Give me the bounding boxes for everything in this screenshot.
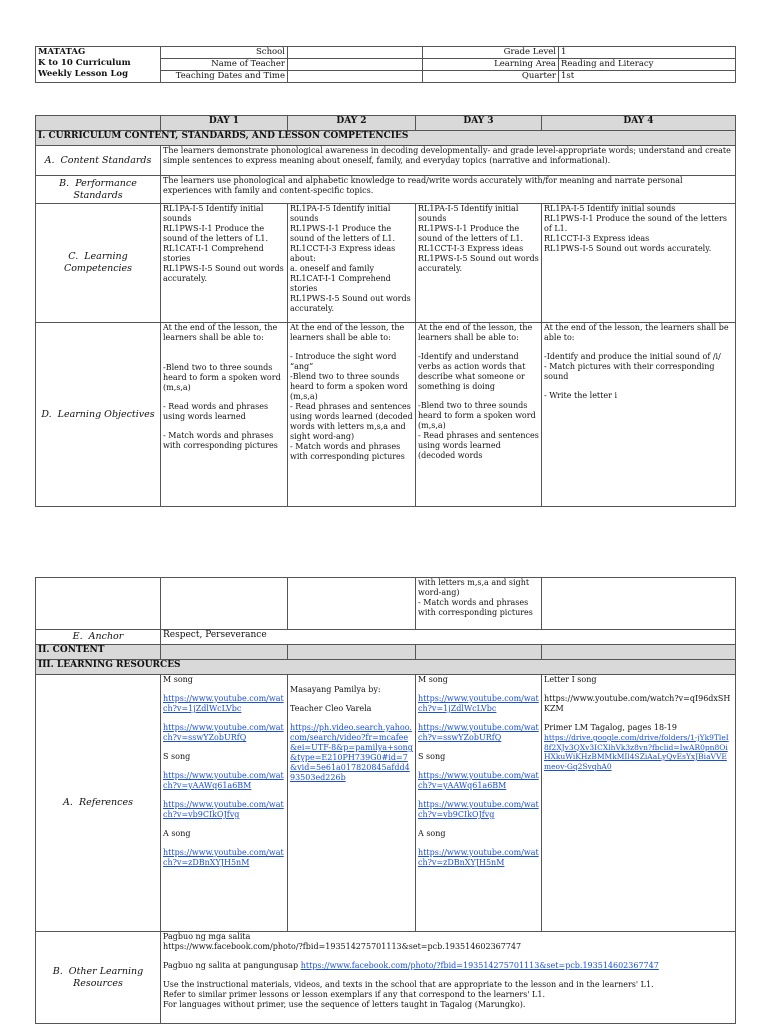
day3-s-song-link-2[interactable]: https://www.youtube.com/watch?v=vb9CIkOJfvg bbox=[418, 800, 539, 819]
section-learning-resources: III. LEARNING RESOURCES bbox=[36, 660, 736, 675]
continued-day2 bbox=[288, 578, 416, 630]
other-resources-text: Pagbuo ng mga salita https://www.facebook.com/photo/?fbid=193514275701113&set=pcb.193514602367747 Pagbuo ng salita at pangungusap https://www.facebook.com/photo/?fbid=193514275701113&set=pcb.193514602367747 Use the instructional materials, videos, and texts in the school that are appropriate to the lesson and in the learners' L1. Refer to similar primer lessons or lesson exemplars if any that correspond to the learners' L1. For languages without primer, use the sequence of letters taught in Tagalog (Marungko). bbox=[161, 932, 736, 1024]
grade-level-label: Grade Level bbox=[423, 47, 559, 59]
content-day3 bbox=[416, 645, 542, 660]
teacher-label: Name of Teacher bbox=[161, 59, 288, 71]
dates-label: Teaching Dates and Time bbox=[161, 71, 288, 83]
references-label: A. References bbox=[36, 675, 161, 932]
a-song-link-1[interactable]: https://www.youtube.com/watch?v=zDBnXYJH5nM bbox=[163, 848, 284, 867]
header-title: MATATAG K to 10 Curriculum Weekly Lesson Log bbox=[36, 47, 161, 83]
continued-day1 bbox=[161, 578, 288, 630]
day3-m-song-link-1[interactable]: https://www.youtube.com/watch?v=1jZdlWcLVbc bbox=[418, 694, 539, 713]
day3-a-song-link-1[interactable]: https://www.youtube.com/watch?v=zDBnXYJH5nM bbox=[418, 848, 539, 867]
content-standards-label: A. Content Standards bbox=[36, 146, 161, 176]
competencies-day1: RL1PA-I-5 Identify initial sounds RL1PWS-I-1 Produce the sound of the letters of L1. RL1CAT-I-1 Comprehend stories RL1PWS-I-5 Sound out words accurately. bbox=[161, 204, 288, 323]
lesson-table-page2 bbox=[35, 577, 736, 1024]
section-content: II. CONTENT bbox=[36, 645, 161, 660]
content-standards-text: The learners demonstrate phonological awareness in decoding developmentally- and grade level-appropriate words; understand and create simple sentences to express meaning about oneself, family, and everyday topics (narrative and informational). bbox=[161, 146, 736, 176]
quarter-value[interactable]: 1st bbox=[559, 71, 736, 83]
s-song-link-2[interactable]: https://www.youtube.com/watch?v=vb9CIkOJfvg bbox=[163, 800, 284, 819]
school-value[interactable] bbox=[288, 47, 423, 59]
competencies-day3: RL1PA-I-5 Identify initial sounds RL1PWS-I-1 Produce the sound of the letters of L1. RL1CCT-I-3 Express ideas RL1PWS-I-5 Sound out words accurately. bbox=[416, 204, 542, 323]
competencies-day4: RL1PA-I-5 Identify initial sounds RL1PWS-I-1 Produce the sound of the letters of L1. RL1CCT-I-3 Express ideas RL1PWS-I-5 Sound out words accurately. bbox=[542, 204, 736, 323]
content-day1 bbox=[161, 645, 288, 660]
day-header-3: DAY 3 bbox=[416, 116, 542, 131]
day-header-2: DAY 2 bbox=[288, 116, 416, 131]
performance-standards-text: The learners use phonological and alphabetic knowledge to read/write words accurately with/for meaning and narrate personal experiences with family and content-specific topics. bbox=[161, 176, 736, 204]
dates-value[interactable] bbox=[288, 71, 423, 83]
header-table bbox=[35, 46, 736, 83]
continued-day4 bbox=[542, 578, 736, 630]
competencies-day2: RL1PA-I-5 Identify initial sounds RL1PWS-I-1 Produce the sound of the letters of L1. RL1CCT-I-3 Express ideas about: a. oneself and family RL1CAT-I-1 Comprehend stories RL1PWS-I-5 Sound out words accurately. bbox=[288, 204, 416, 323]
references-day1: M song https://www.youtube.com/watch?v=1jZdlWcLVbc https://www.youtube.com/watch?v=sswYZobURfQ S song https://www.youtube.com/watch?v=yAAWq61a6BM https://www.youtube.com/watch?v=vb9CIkOJfvg A song https://www.youtube.com/watch?v=zDBnXYJH5nM bbox=[161, 675, 288, 932]
other-resources-label: B. Other Learning Resources bbox=[36, 932, 161, 1024]
quarter-label: Quarter bbox=[423, 71, 559, 83]
anchor-text: Respect, Perseverance bbox=[161, 630, 736, 645]
letter-i-song-url: https://www.youtube.com/watch?v=qI96dxSHKZM bbox=[544, 694, 731, 713]
facebook-url-1: https://www.facebook.com/photo/?fbid=193514275701113&set=pcb.193514602367747 bbox=[163, 942, 522, 951]
facebook-link-2[interactable]: https://www.facebook.com/photo/?fbid=193514275701113&set=pcb.193514602367747 bbox=[300, 961, 659, 970]
objectives-day1: At the end of the lesson, the learners shall be able to: -Blend two to three sounds heard to form a spoken word (m,s,a) - Read words and phrases using words learned - Match words and phrases with corresponding pictures bbox=[161, 323, 288, 507]
content-day4 bbox=[542, 645, 736, 660]
day3-s-song-link-1[interactable]: https://www.youtube.com/watch?v=yAAWq61a6BM bbox=[418, 771, 539, 790]
learning-area-value[interactable]: Reading and Literacy bbox=[559, 59, 736, 71]
performance-standards-label: B. Performance Standards bbox=[36, 176, 161, 204]
learning-competencies-label: C. Learning Competencies bbox=[36, 204, 161, 323]
day3-m-song-link-2[interactable]: https://www.youtube.com/watch?v=sswYZobURfQ bbox=[418, 723, 539, 742]
pamilya-song-link[interactable]: https://ph.video.search.yahoo.com/search/video?fr=mcafee&ei=UTF-8&p=pamilya+song&type=E210PH739G0#id=7&vid=5e61a017820845afdd493503ed226b bbox=[290, 723, 413, 782]
day-header-4: DAY 4 bbox=[542, 116, 736, 131]
continued-day3: with letters m,s,a and sight word-ang) - Match words and phrases with corresponding pictures bbox=[416, 578, 542, 630]
references-day4: Letter I song https://www.youtube.com/watch?v=qI96dxSHKZM Primer LM Tagalog, pages 18-19 https://drive.google.com/drive/folders/1-jYk9TleI8f2XJv3QXv3ICXlhVk3z8vn?fbclid=IwAR0pn8OiHXkuWiKHzBMMkMIl4SZiAaLyQvEsYxJBiaVVEmeov-Gq2SvqhA0 bbox=[542, 675, 736, 932]
m-song-link-2[interactable]: https://www.youtube.com/watch?v=sswYZobURfQ bbox=[163, 723, 284, 742]
objectives-day2: At the end of the lesson, the learners shall be able to: - Introduce the sight word “ang” -Blend two to three sounds heard to form a spoken word (m,s,a) - Read phrases and sentences using words learned (decoded words with letters m,s,a and sight word-ang) - Match words and phrases with corresponding pictures bbox=[288, 323, 416, 507]
learning-area-label: Learning Area bbox=[423, 59, 559, 71]
objectives-day4: At the end of the lesson, the learners shall be able to: -Identify and produce the initial sound of /i/ - Match pictures with their corresponding sound - Write the letter i bbox=[542, 323, 736, 507]
m-song-link-1[interactable]: https://www.youtube.com/watch?v=1jZdlWcLVbc bbox=[163, 694, 284, 713]
section-curriculum: I. CURRICULUM CONTENT, STANDARDS, AND LESSON COMPETENCIES bbox=[36, 131, 736, 146]
grade-level-value[interactable]: 1 bbox=[559, 47, 736, 59]
learning-objectives-label: D. Learning Objectives bbox=[36, 323, 161, 507]
lesson-table-page1 bbox=[35, 115, 736, 507]
day-header-1: DAY 1 bbox=[161, 116, 288, 131]
content-day2 bbox=[288, 645, 416, 660]
anchor-label: E. Anchor bbox=[36, 630, 161, 645]
continued-label-cell bbox=[36, 578, 161, 630]
s-song-link-1[interactable]: https://www.youtube.com/watch?v=yAAWq61a6BM bbox=[163, 771, 284, 790]
corner-cell bbox=[36, 116, 161, 131]
references-day2: Masayang Pamilya by: Teacher Cleo Varela https://ph.video.search.yahoo.com/search/video?fr=mcafee&ei=UTF-8&p=pamilya+song&type=E210PH739G0#id=7&vid=5e61a017820845afdd493503ed226b bbox=[288, 675, 416, 932]
references-day3: M song https://www.youtube.com/watch?v=1jZdlWcLVbc https://www.youtube.com/watch?v=sswYZobURfQ S song https://www.youtube.com/watch?v=yAAWq61a6BM https://www.youtube.com/watch?v=vb9CIkOJfvg A song https://www.youtube.com/watch?v=zDBnXYJH5nM bbox=[416, 675, 542, 932]
teacher-value[interactable] bbox=[288, 59, 423, 71]
objectives-day3: At the end of the lesson, the learners shall be able to: -Identify and understand verbs as action words that describe what someone or something is doing -Blend two to three sounds heard to form a spoken word (m,s,a) - Read phrases and sentences using words learned (decoded words bbox=[416, 323, 542, 507]
primer-drive-link[interactable]: https://drive.google.com/drive/folders/1-jYk9TleI8f2XJv3QXv3ICXlhVk3z8vn?fbclid=IwAR0pn8OiHXkuWiKHzBMMkMIl4SZiAaLyQvEsYxJBiaVVEmeov-Gq2SvqhA0 bbox=[544, 733, 729, 771]
school-label: School bbox=[161, 47, 288, 59]
